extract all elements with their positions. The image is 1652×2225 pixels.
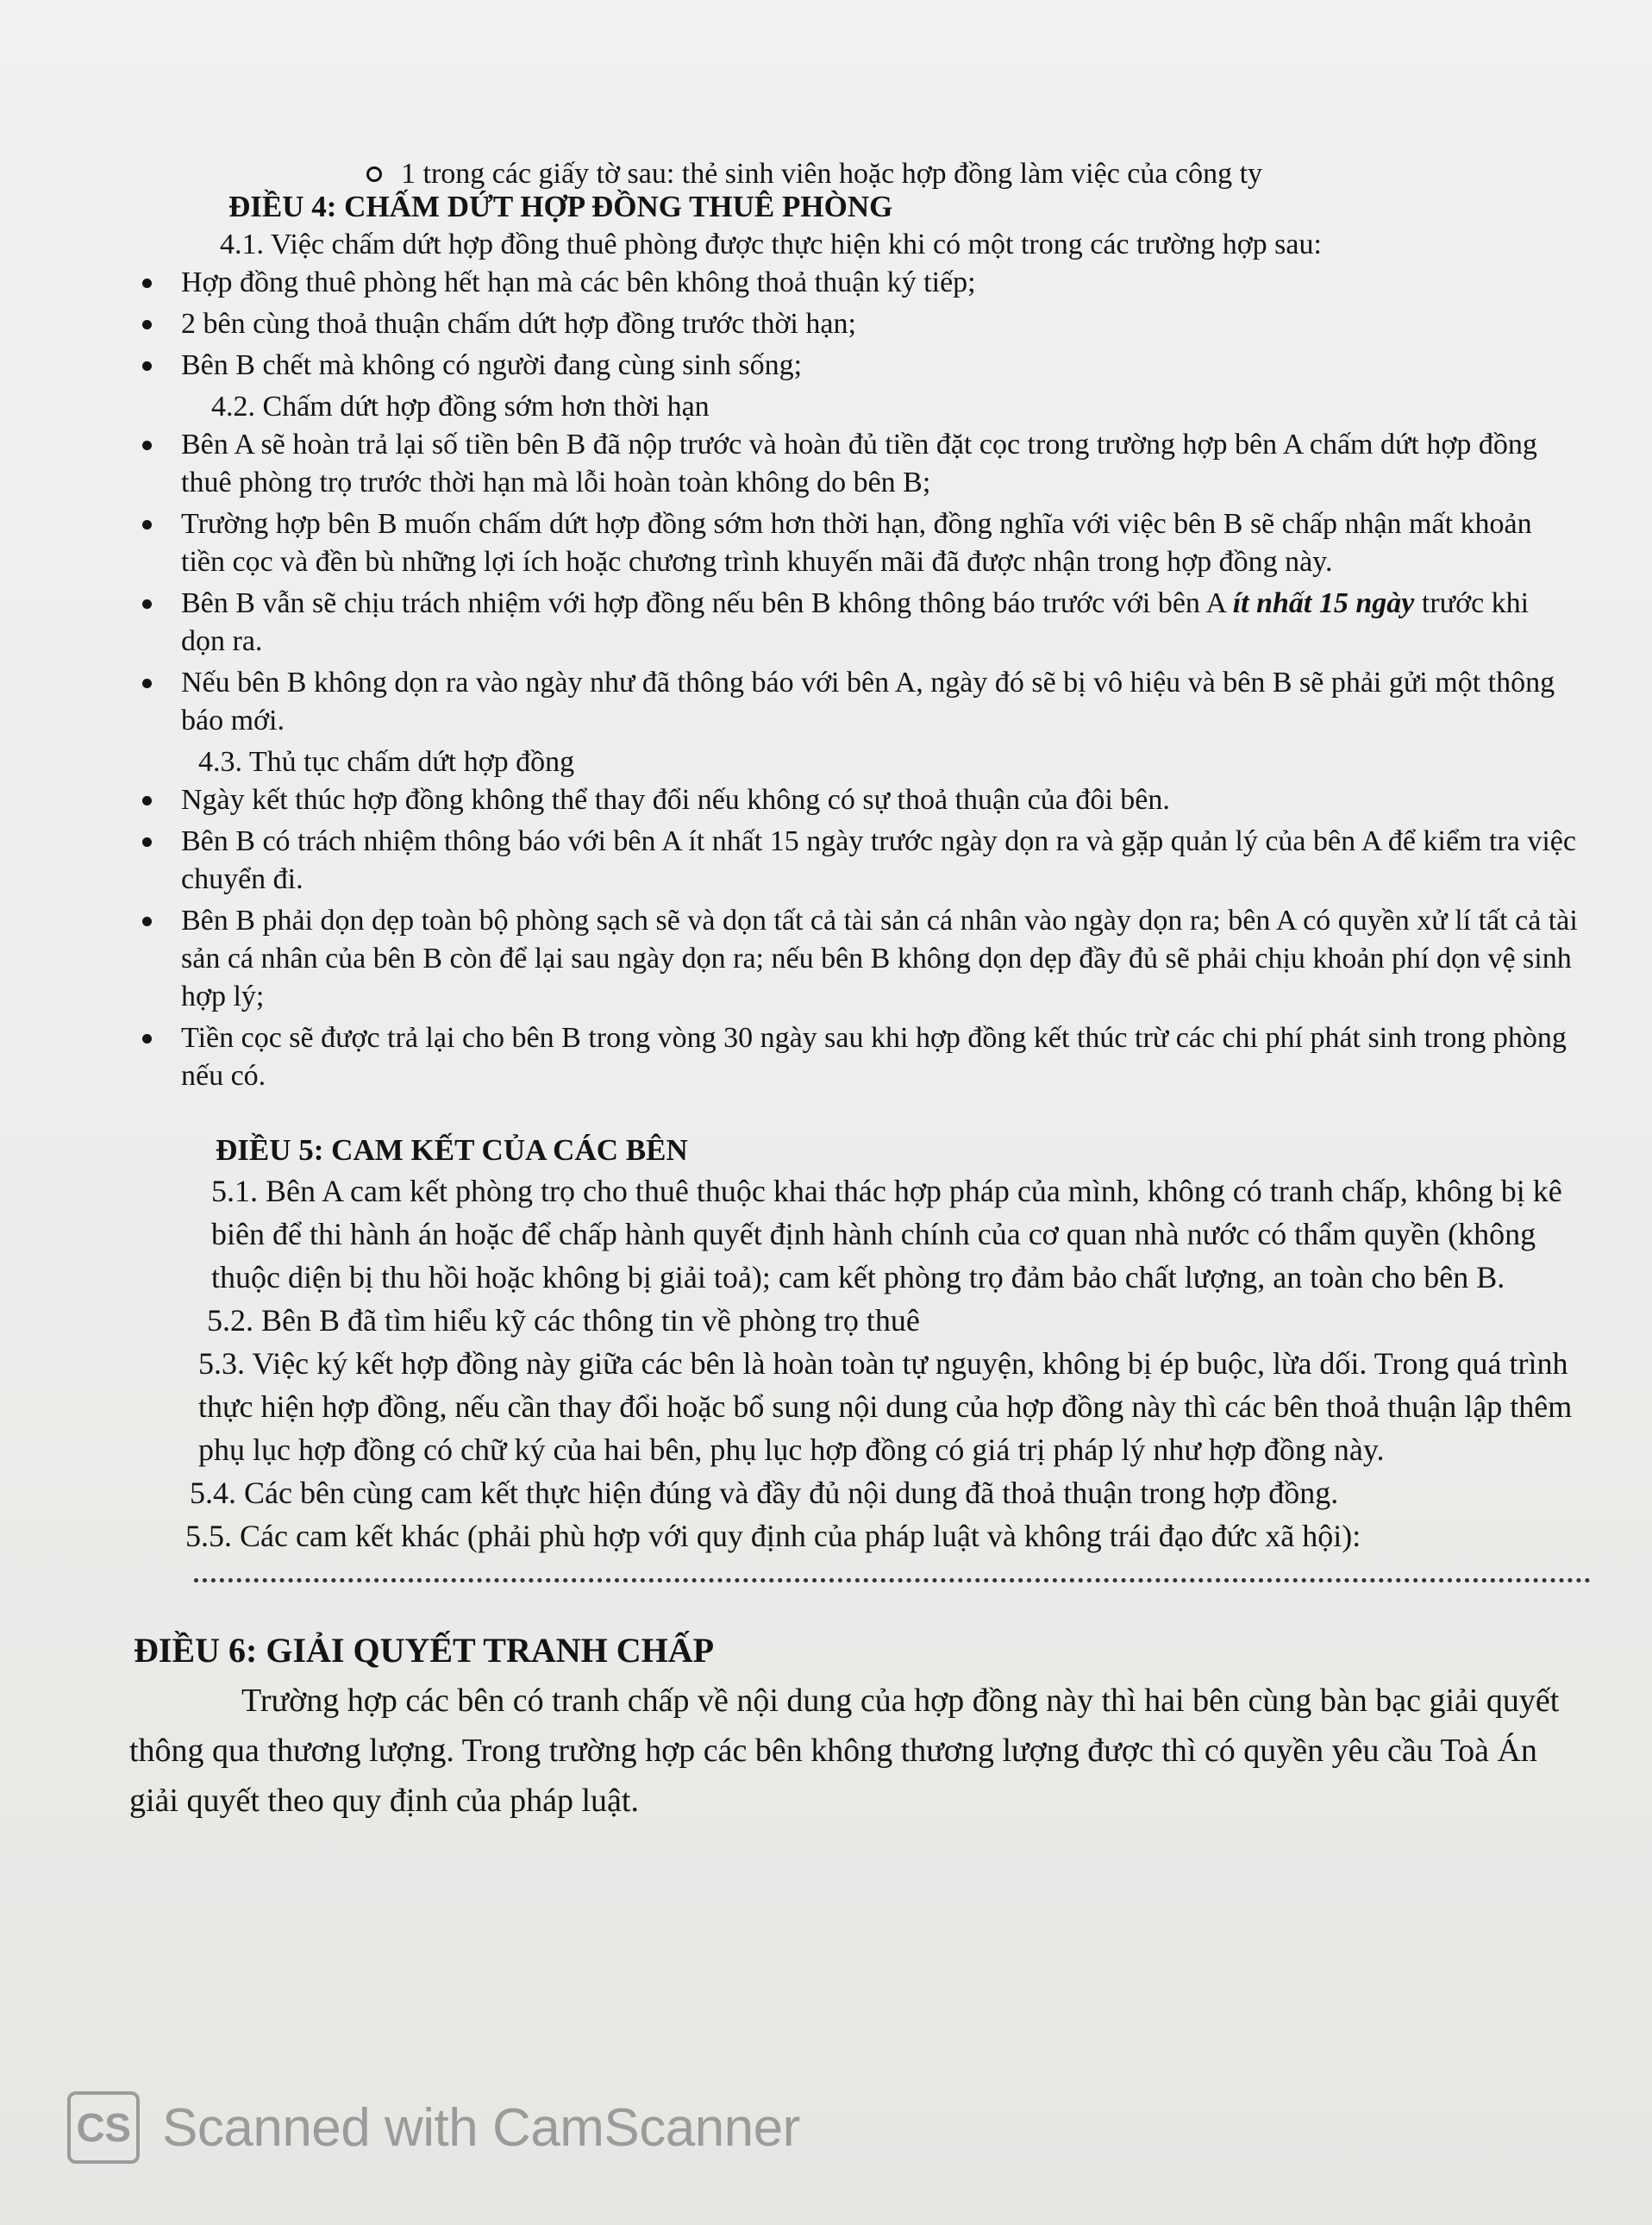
section-4-3-title: 4.3. Thủ tục chấm dứt hợp đồng xyxy=(198,746,575,778)
notice-text-a: Bên B vẫn sẽ chịu trách nhiệm với hợp đồng nếu bên B không thông báo trước với bên A xyxy=(181,587,1233,619)
list-item: Hợp đồng thuê phòng hết hạn mà các bên không thoả thuận ký tiếp; xyxy=(129,264,1578,302)
section-4-1-title: 4.1. Việc chấm dứt hợp đồng thuê phòng được thực hiện khi có một trong các trường hợp sau: xyxy=(220,229,1322,260)
list-item: Ngày kết thúc hợp đồng không thể thay đổi nếu không có sự thoả thuận của đôi bên. xyxy=(129,781,1578,819)
section-4-1-list xyxy=(129,264,1578,385)
article4-heading: ĐIỀU 4: CHẤM DỨT HỢP ĐỒNG THUÊ PHÒNG xyxy=(228,190,893,223)
notice-period-emphasis: ít nhất 15 ngày xyxy=(1232,587,1415,619)
clause-5-2: 5.2. Bên B đã tìm hiểu kỹ các thông tin về phòng trọ thuê xyxy=(207,1303,920,1338)
article5 xyxy=(172,1131,1578,1583)
section-4-3-list xyxy=(129,781,1578,1095)
list-item: Bên A sẽ hoàn trả lại số tiền bên B đã nộp trước và hoàn đủ tiền đặt cọc trong trường hợp bên A chấm dứt hợp đồng thuê phòng trọ trước thời hạn mà lỗi hoàn toàn không do bên B; xyxy=(129,426,1578,502)
list-item: 2 bên cùng thoả thuận chấm dứt hợp đồng trước thời hạn; xyxy=(129,305,1578,343)
article6-heading: ĐIỀU 6: GIẢI QUYẾT TRANH CHẤP xyxy=(134,1631,715,1670)
clause-5-3: 5.3. Việc ký kết hợp đồng này giữa các bên là hoàn toàn tự nguyện, không bị ép buộc, lừa dối. Trong quá trình thực hiện hợp đồng, nếu cần thay đổi hoặc bổ sung nội dung của hợp đồng này thì các bên thoả thuận lập thêm phụ lục hợp đồng có chữ ký của hai bên, phụ lục hợp đồng có giá trị pháp lý như hợp đồng này. xyxy=(198,1346,1573,1467)
id-document-item: 1 trong các giấy tờ sau: thẻ sinh viên hoặc hợp đồng làm việc của công ty xyxy=(366,155,1578,193)
list-item: Tiền cọc sẽ được trả lại cho bên B trong vòng 30 ngày sau khi hợp đồng kết thúc trừ các chi phí phát sinh trong phòng nếu có. xyxy=(129,1019,1578,1095)
watermark-text: Scanned with CamScanner xyxy=(162,2097,800,2158)
section-4-2-title: 4.2. Chấm dứt hợp đồng sớm hơn thời hạn xyxy=(211,391,710,423)
clause-5-1: 5.1. Bên A cam kết phòng trọ cho thuê thuộc khai thác hợp pháp của mình, không có tranh chấp, không bị kê biên để thi hành án hoặc để chấp hành quyết định hành chính của cơ quan nhà nước có thẩm quyền (không thuộc diện bị thu hồi hoặc không bị giải toả); cam kết phòng trọ đảm bảo chất lượng, an toàn cho bên B. xyxy=(211,1174,1562,1294)
list-item xyxy=(129,585,1578,661)
list-item: Nếu bên B không dọn ra vào ngày như đã thông báo với bên A, ngày đó sẽ bị vô hiệu và bên B sẽ phải gửi một thông báo mới. xyxy=(129,664,1578,740)
list-item: Bên B có trách nhiệm thông báo với bên A ít nhất 15 ngày trước ngày dọn ra và gặp quản lý của bên A để kiểm tra việc chuyển đi. xyxy=(129,823,1578,899)
camscanner-watermark xyxy=(67,2091,800,2164)
section-4-2-list xyxy=(129,426,1578,740)
list-item: Bên B chết mà không có người đang cùng sinh sống; xyxy=(129,347,1578,385)
fill-in-dotted-line xyxy=(194,1566,1591,1583)
notice-text-b: trước khi dọn ra. xyxy=(181,587,1530,657)
camscanner-logo-icon: CS xyxy=(67,2091,140,2164)
document-body xyxy=(129,155,1578,1826)
clause-5-4: 5.4. Các bên cùng cam kết thực hiện đúng và đầy đủ nội dung đã thoả thuận trong hợp đồng. xyxy=(190,1476,1339,1510)
article5-heading: ĐIỀU 5: CAM KẾT CỦA CÁC BÊN xyxy=(216,1133,688,1167)
article6-body: Trường hợp các bên có tranh chấp về nội dung của hợp đồng này thì hai bên cùng bàn bạc giải quyết thông qua thương lượng. Trong trường hợp các bên không thương lượng được thì có quyền yêu cầu Toà Án giải quyết theo quy định của pháp luật. xyxy=(129,1683,1560,1819)
list-item: Bên B phải dọn dẹp toàn bộ phòng sạch sẽ và dọn tất cả tài sản cá nhân vào ngày dọn ra; bên A có quyền xử lí tất cả tài sản cá nhân của bên B còn để lại sau ngày dọn ra; nếu bên B không dọn dẹp đầy đủ sẽ phải chịu khoản phí dọn vệ sinh hợp lý; xyxy=(129,902,1578,1016)
article6 xyxy=(129,1626,1578,1826)
clause-5-5: 5.5. Các cam kết khác (phải phù hợp với quy định của pháp luật và không trái đạo đức xã hội): xyxy=(185,1519,1361,1553)
list-item: Trường hợp bên B muốn chấm dứt hợp đồng sớm hơn thời hạn, đồng nghĩa với việc bên B sẽ chấp nhận mất khoản tiền cọc và đền bù những lợi ích hoặc chương trình khuyến mãi đã được nhận trong hợp đồng này. xyxy=(129,505,1578,581)
